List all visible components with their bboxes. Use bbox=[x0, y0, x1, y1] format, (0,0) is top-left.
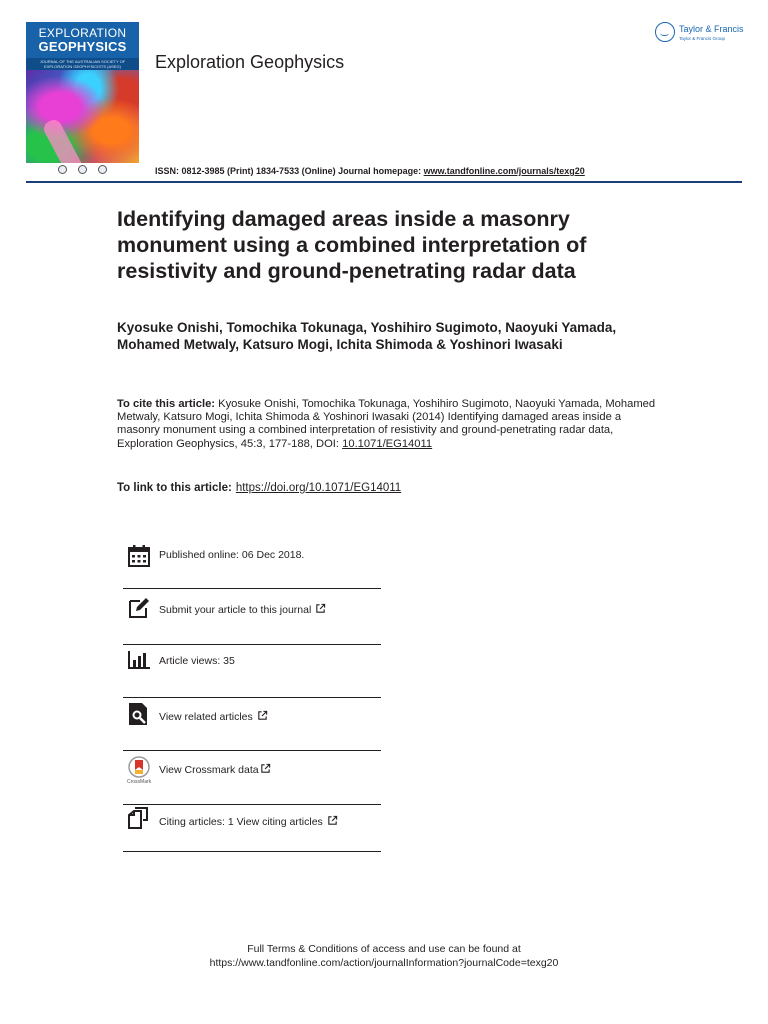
journal-homepage-link[interactable]: www.tandfonline.com/journals/texg20 bbox=[423, 166, 585, 176]
publisher-name: Taylor & Francis bbox=[679, 24, 744, 34]
related-articles-link[interactable]: View related articles bbox=[159, 710, 268, 723]
citing-articles-icon bbox=[127, 806, 151, 830]
society-logo-icon bbox=[78, 165, 87, 174]
external-link-icon bbox=[315, 603, 326, 614]
crossmark-icon bbox=[127, 756, 151, 780]
external-link-icon bbox=[327, 815, 338, 826]
cover-header bbox=[26, 22, 139, 58]
issn-text: ISSN: 0812-3985 (Print) 1834-7533 (Online) Journal homepage: bbox=[155, 166, 424, 176]
doi-link[interactable]: https://doi.org/10.1071/EG14011 bbox=[235, 482, 402, 494]
cite-doi-link[interactable]: 10.1071/EG14011 bbox=[342, 437, 433, 450]
edit-icon bbox=[127, 596, 151, 620]
link-label: To link to this article: bbox=[117, 482, 232, 494]
info-submit[interactable] bbox=[123, 593, 381, 645]
society-logo-icon bbox=[98, 165, 107, 174]
cover-subtitle: JOURNAL OF THE AUSTRALIAN SOCIETY OF EXPLORATION GEOPHYSICISTS (ASEG) bbox=[39, 59, 126, 69]
external-link-icon bbox=[260, 763, 271, 774]
submit-article-link[interactable]: Submit your article to this journal bbox=[159, 603, 326, 616]
terms-footer bbox=[0, 942, 768, 970]
article-title: Identifying damaged areas inside a masonry monument using a combined interpretation of resistivity and ground-penetrating radar data bbox=[117, 207, 587, 283]
journal-name: Exploration Geophysics bbox=[155, 52, 345, 72]
publisher-group: Taylor & Francis Group bbox=[679, 36, 726, 41]
cite-label: To cite this article: bbox=[117, 398, 216, 410]
cover-image bbox=[26, 70, 139, 163]
published-label: Published online: 06 Dec 2018. bbox=[159, 549, 305, 561]
terms-line: Full Terms & Conditions of access and use can be found at bbox=[247, 943, 521, 955]
cover-title-line1: EXPLORATION bbox=[38, 26, 127, 40]
search-document-icon bbox=[127, 702, 151, 726]
external-link-icon bbox=[257, 710, 268, 721]
calendar-icon bbox=[127, 544, 151, 568]
issn-line bbox=[155, 166, 585, 176]
cover-title-line2: GEOPHYSICS bbox=[38, 39, 127, 54]
citation bbox=[117, 398, 657, 451]
crossmark-link[interactable]: View Crossmark data bbox=[159, 763, 271, 776]
citing-articles-link[interactable]: Citing articles: 1 View citing articles bbox=[159, 815, 338, 828]
info-views bbox=[123, 646, 381, 698]
terms-url[interactable]: https://www.tandfonline.com/action/journalInformation?journalCode=texg20 bbox=[209, 957, 559, 969]
society-logo-icon bbox=[58, 165, 67, 174]
article-views: Article views: 35 bbox=[159, 655, 235, 667]
journal-cover bbox=[26, 22, 139, 163]
crossmark-caption: CrossMark bbox=[127, 779, 152, 785]
article-authors: Kyosuke Onishi, Tomochika Tokunaga, Yoshihiro Sugimoto, Naoyuki Yamada, Mohamed Metwaly, Katsuro Mogi, Ichita Shimoda & Yoshinori Iwasaki bbox=[117, 320, 617, 352]
cover-logos bbox=[55, 165, 115, 175]
publisher-logo-icon bbox=[655, 22, 675, 42]
bar-chart-icon bbox=[127, 648, 151, 672]
article-link bbox=[117, 482, 401, 494]
cite-text: Kyosuke Onishi, Tomochika Tokunaga, Yoshihiro Sugimoto, Naoyuki Yamada, Mohamed Metwaly, Katsuro Mogi, Ichita Shimoda & Yoshinori Iwasaki (2014) Identifying damaged areas inside a masonry monument using a combined interpretation of resistivity and ground-penetrating radar data, Exploration Geophysics, 45:3, 177-188, DOI: bbox=[117, 398, 656, 450]
info-crossmark[interactable] bbox=[123, 752, 381, 804]
info-published bbox=[123, 540, 381, 592]
header-divider bbox=[26, 181, 742, 183]
info-citing[interactable] bbox=[123, 800, 381, 852]
info-related[interactable] bbox=[123, 699, 381, 751]
